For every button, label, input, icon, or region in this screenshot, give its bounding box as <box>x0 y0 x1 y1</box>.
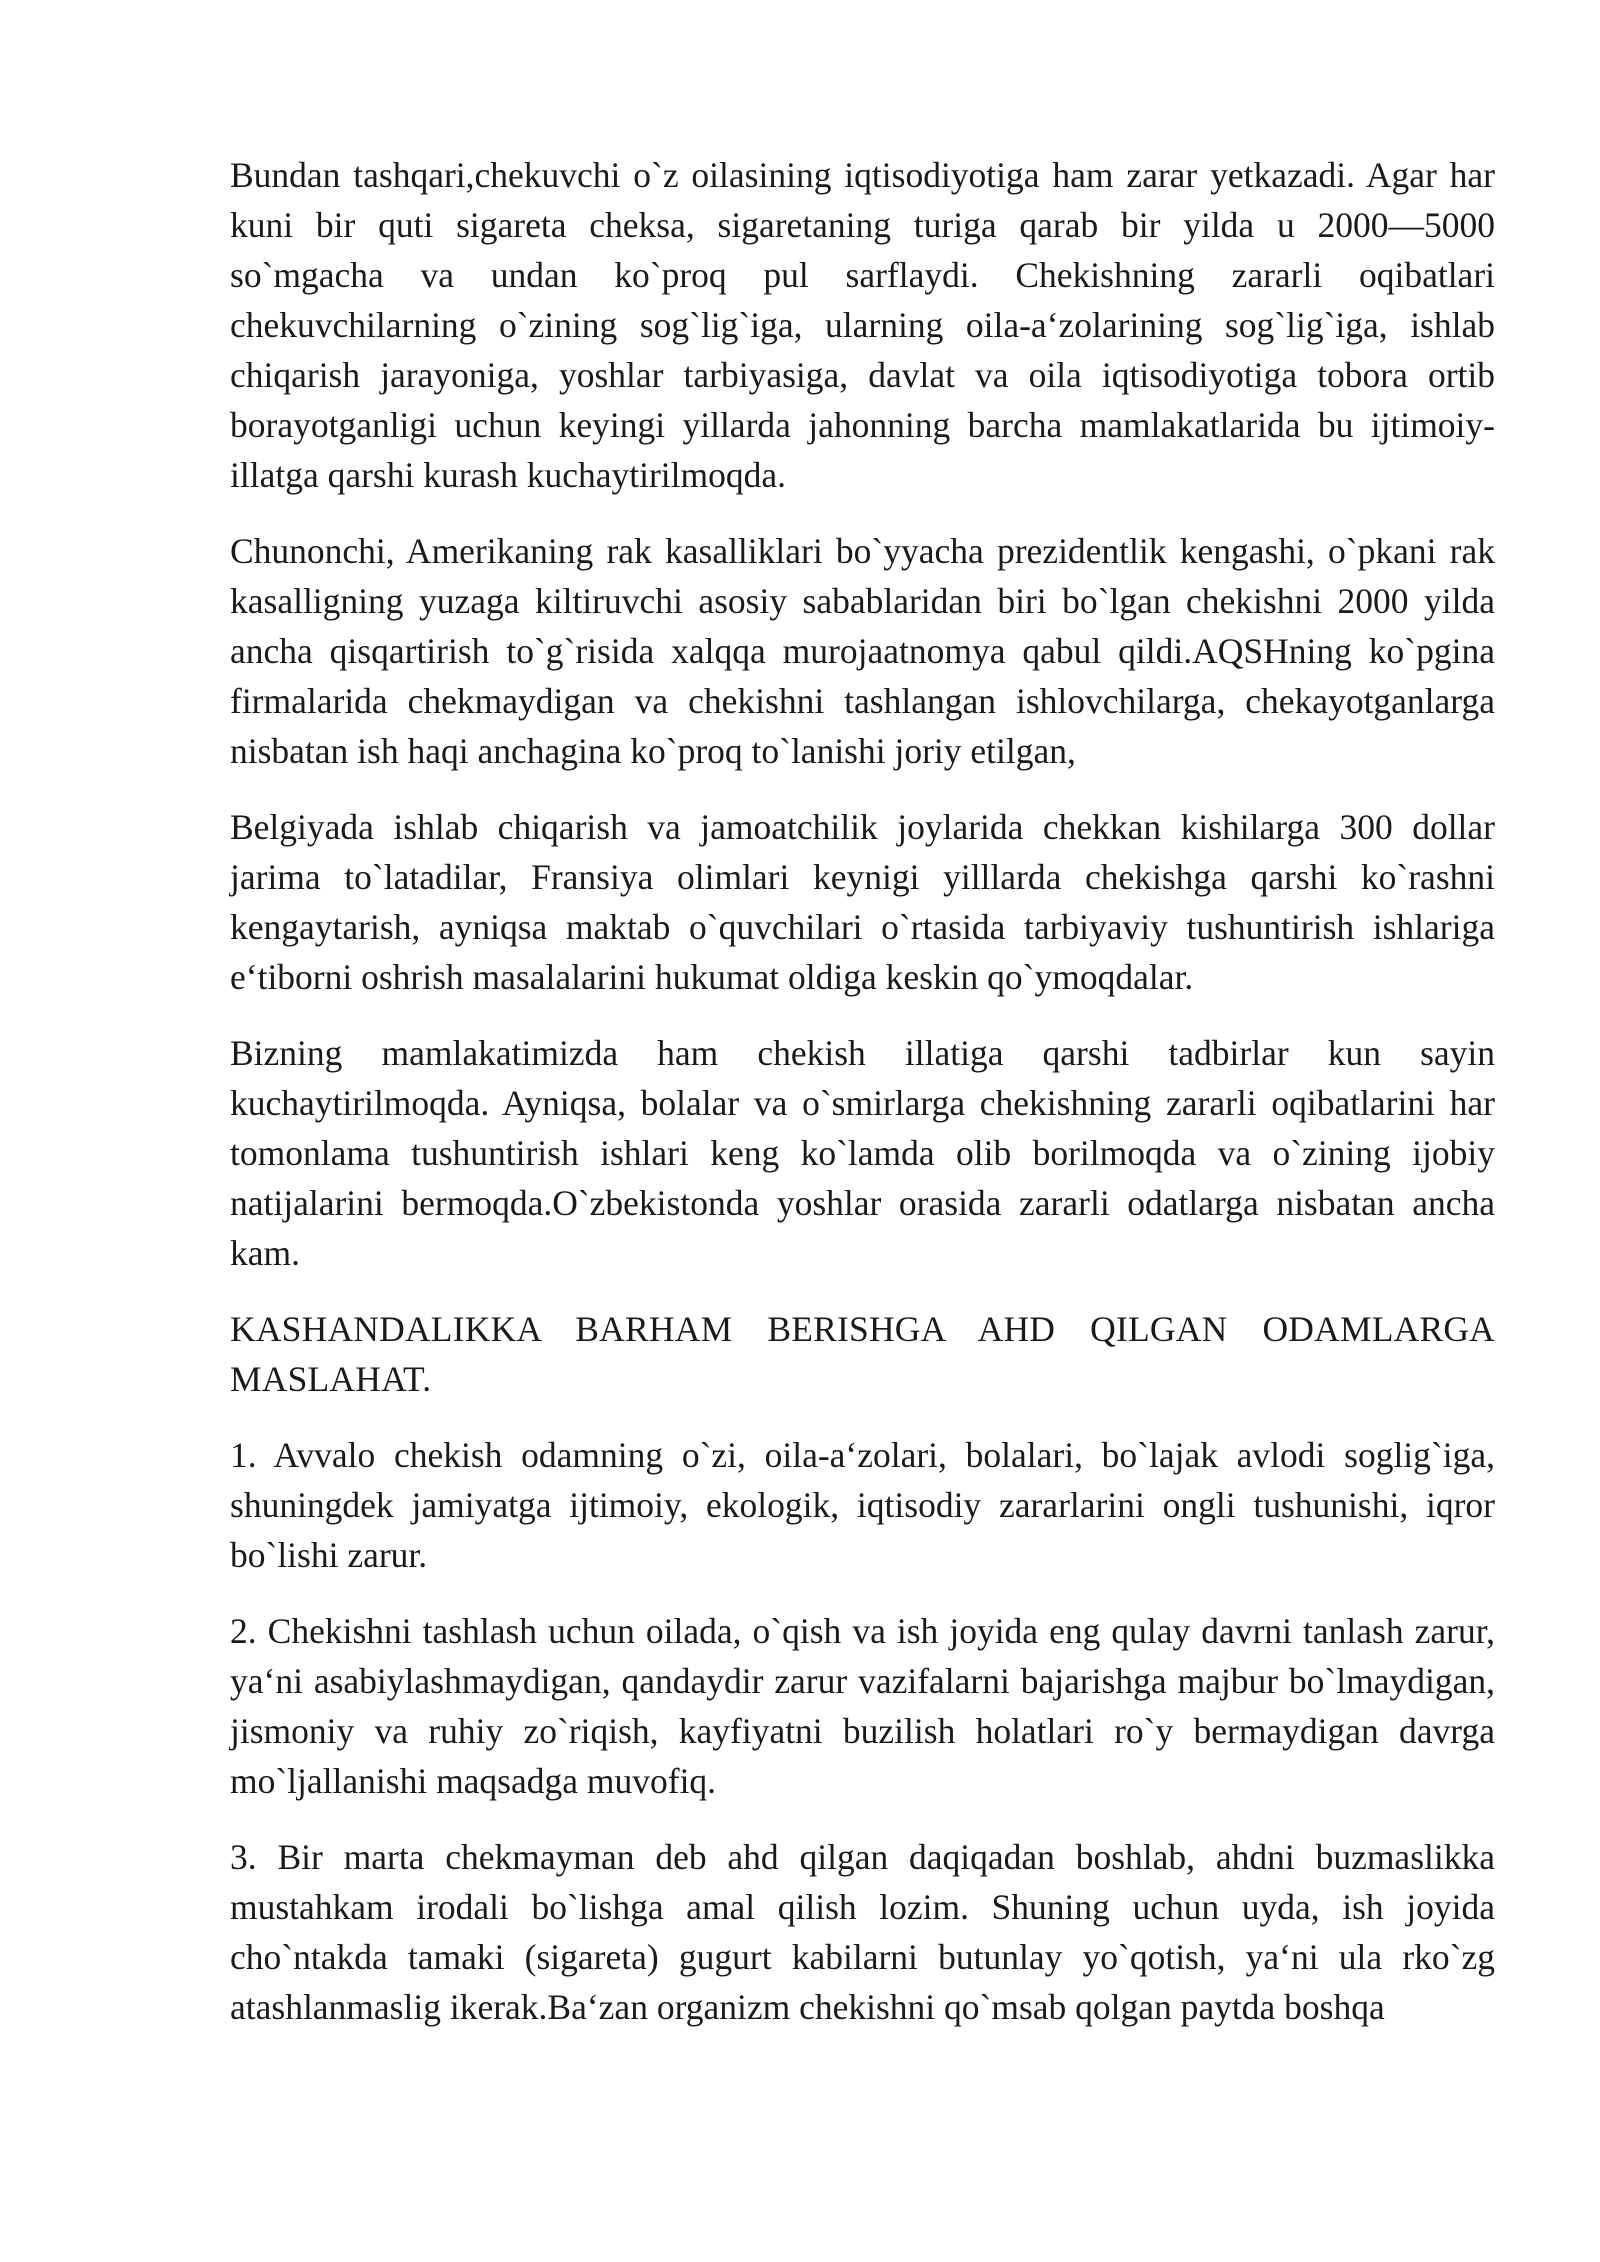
advice-item-3: 3. Bir marta chekmayman deb ahd qilgan daqiqadan boshlab, ahdni buzmaslikka mustahkam irodali bo`lishga amal qilish lozim. Shuning uchun uyda, ish joyida cho`ntakda tamaki (sigareta) gugurt kabilarni butunlay yo`qotish, ya‘ni ula rko`zg atashlanmaslig ikerak.Ba‘zan organizm chekishni qo`msab qolgan paytda boshqa <box>230 1837 1495 2027</box>
paragraph-usa-measures: Chunonchi, Amerikaning rak kasalliklari bo`yyacha prezidentlik kengashi, o`pkani rak kasalligning yuzaga kiltiruvchi asosiy sabablaridan biri bo`lgan chekishni 2000 yilda ancha qisqartirish to`g`risida xalqqa murojaatnomya qabul qildi.AQSHning ko`pgina firmalarida chekmaydigan va chekishni tashlangan ishlovchilarga, chekayotganlarga nisbatan ish haqi anchagina ko`proq to`lanishi joriy etilgan, <box>230 531 1495 771</box>
advice-item-2: 2. Chekishni tashlash uchun oilada, o`qish va ish joyida eng qulay davrni tanlash zarur, ya‘ni asabiylashmaydigan, qandaydir zarur vazifalarni bajarishga majbur bo`lmaydigan, jismoniy va ruhiy zo`riqish, kayfiyatni buzilish holatlari ro`y bermaydigan davrga mo`ljallanishi maqsadga muvofiq. <box>230 1611 1495 1801</box>
paragraph-uzbekistan: Bizning mamlakatimizda ham chekish illatiga qarshi tadbirlar kun sayin kuchaytirilmoqda. Ayniqsa, bolalar va o`smirlarga chekishning zararli oqibatlarini har tomonlama tushuntirish ishlari keng ko`lamda olib borilmoqda va o`zining ijobiy natijalarini bermoqda.O`zbekistonda yoshlar orasida zararli odatlarga nisbatan ancha kam. <box>230 1033 1495 1273</box>
document-page <box>230 150 1495 2058</box>
paragraph-family-economy: Bundan tashqari,chekuvchi o`z oilasining iqtisodiyotiga ham zarar yetkazadi. Agar har kuni bir quti sigareta cheksa, sigaretaning turiga qarab bir yilda u 2000—5000 so`mgacha va undan ko`proq pul sarflaydi. Chekishning zararli oqibatlari chekuvchilarning o`zining sog`lig`iga, ularning oila-a‘zolarining sog`lig`iga, ishlab chiqarish jarayoniga, yoshlar tarbiyasiga, davlat va oila iqtisodiyotiga tobora ortib borayotganligi uchun keyingi yillarda jahonning barcha mamlakatlarida bu ijtimoiy-illatga qarshi kurash kuchaytirilmoqda. <box>230 155 1495 495</box>
section-heading: KASHANDALIKKA BARHAM BERISHGA AHD QILGAN ODAMLARGA MASLAHAT. <box>230 1309 1495 1399</box>
advice-item-1: 1. Avvalo chekish odamning o`zi, oila-a‘zolari, bolalari, bo`lajak avlodi soglig`iga, shuningdek jamiyatga ijtimoiy, ekologik, iqtisodiy zararlarini ongli tushunishi, iqror bo`lishi zarur. <box>230 1435 1495 1575</box>
paragraph-belgium-france: Belgiyada ishlab chiqarish va jamoatchilik joylarida chekkan kishilarga 300 dollar jarima to`latadilar, Fransiya olimlari keynigi yilllarda chekishga qarshi ko`rashni kengaytarish, ayniqsa maktab o`quvchilari o`rtasida tarbiyaviy tushuntirish ishlariga e‘tiborni oshrish masalalarini hukumat oldiga keskin qo`ymoqdalar. <box>230 807 1495 997</box>
